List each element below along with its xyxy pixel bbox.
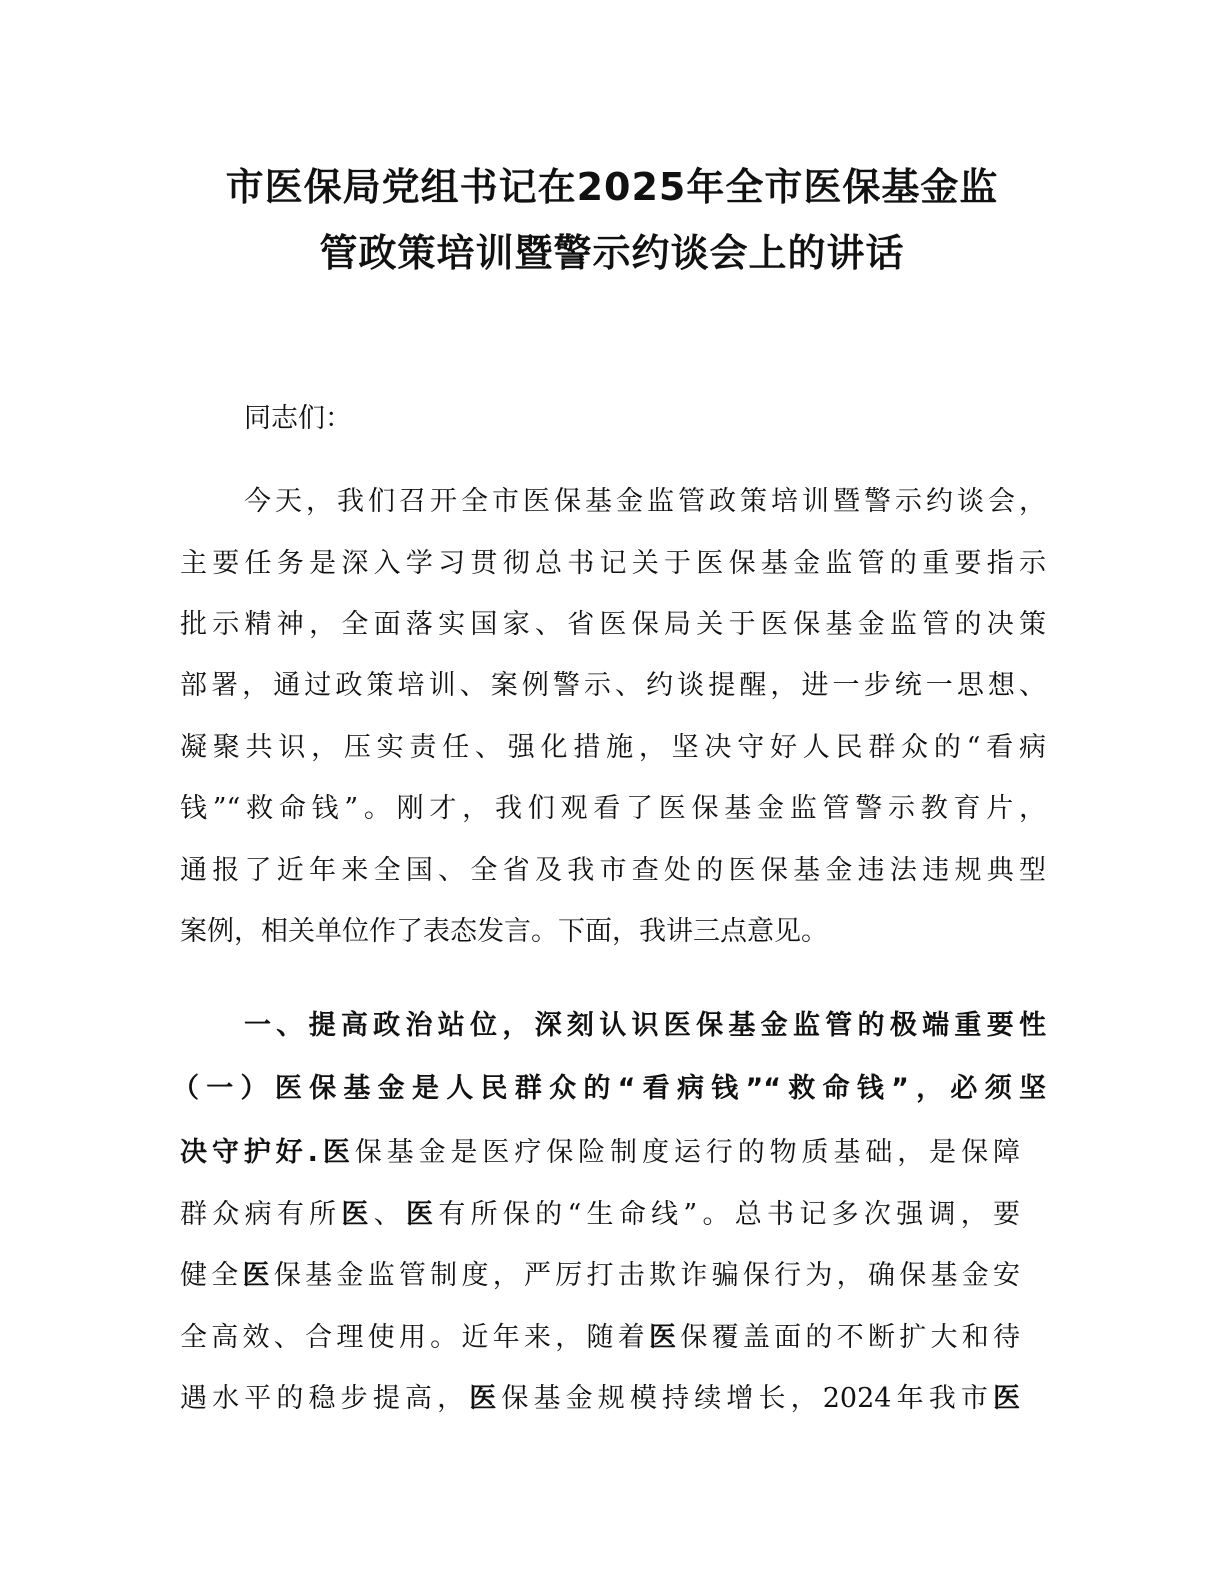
body-text: 有所保的“生命线”。总书记多次强调，要 [438, 1199, 1021, 1230]
salutation: 同志们： [244, 403, 352, 434]
intro-line: 主要任务是深入学习贯彻总书记关于医保基金监管的重要指示 [180, 548, 1046, 579]
document-title-line-2: 管政策培训暨警示约谈会上的讲话 [319, 231, 905, 275]
emphasized-character: 医 [649, 1322, 681, 1353]
emphasized-character: 医 [341, 1199, 374, 1230]
section-heading: 一、提高政治站位，深刻认识医保基金监管的极端重要性 [244, 1010, 1046, 1041]
section-body-line-4 [180, 1315, 1020, 1354]
intro-line: 部署，通过政策培训、案例警示、约谈提醒，进一步统一思想、 [180, 670, 1046, 701]
intro-line: 案例，相关单位作了表态发言。下面，我讲三点意见。 [180, 916, 828, 947]
body-text: 群众病有所 [180, 1199, 342, 1230]
body-text: 健全 [180, 1260, 243, 1291]
emphasized-character: 医 [317, 1137, 355, 1168]
intro-line: 今天，我们召开全市医保基金监管政策培训暨警示约谈会， [244, 486, 1046, 517]
body-text: 、 [373, 1199, 407, 1230]
body-text: 遇水平的稳步提高， [180, 1383, 470, 1414]
subsection-heading-end: 决守护好. [180, 1137, 318, 1168]
section-body-line-1 [180, 1130, 1020, 1169]
emphasized-character: 医 [406, 1199, 439, 1230]
section-body-line-5 [180, 1376, 1020, 1415]
intro-line: 凝聚共识，压实责任、强化措施，坚决守好人民群众的“看病 [180, 732, 1046, 763]
emphasized-character: 医 [469, 1383, 502, 1414]
emphasized-character: 医 [242, 1260, 274, 1291]
intro-line: 通报了近年来全国、全省及我市查处的医保基金违法违规典型 [180, 855, 1046, 886]
body-text: 全高效、合理使用。近年来，随着 [180, 1322, 650, 1353]
section-body-line-3 [180, 1253, 1020, 1292]
body-text [318, 1137, 1020, 1168]
intro-line: 钱”“救命钱”。刚才，我们观看了医保基金监管警示教育片， [180, 793, 1046, 824]
body-text: 保基金监管制度，严厉打击欺诈骗保行为，确保基金安 [273, 1260, 1021, 1291]
section-body-line-2 [180, 1192, 1020, 1231]
subsection-heading: （一）医保基金是人民群众的“看病钱”“救命钱”，必须坚 [172, 1073, 1046, 1104]
body-text: 保基金规模持续增长，2024年我市 [501, 1383, 994, 1414]
document-title-line-1: 市医保局党组书记在2025年全市医保基金监 [225, 165, 999, 209]
body-text: 保基金是医疗保险制度运行的物质基础，是保障 [354, 1137, 1021, 1168]
intro-line: 批示精神，全面落实国家、省医保局关于医保基金监管的决策 [180, 609, 1046, 640]
body-text: 保覆盖面的不断扩大和待 [680, 1322, 1021, 1353]
emphasized-character: 医 [993, 1383, 1021, 1414]
